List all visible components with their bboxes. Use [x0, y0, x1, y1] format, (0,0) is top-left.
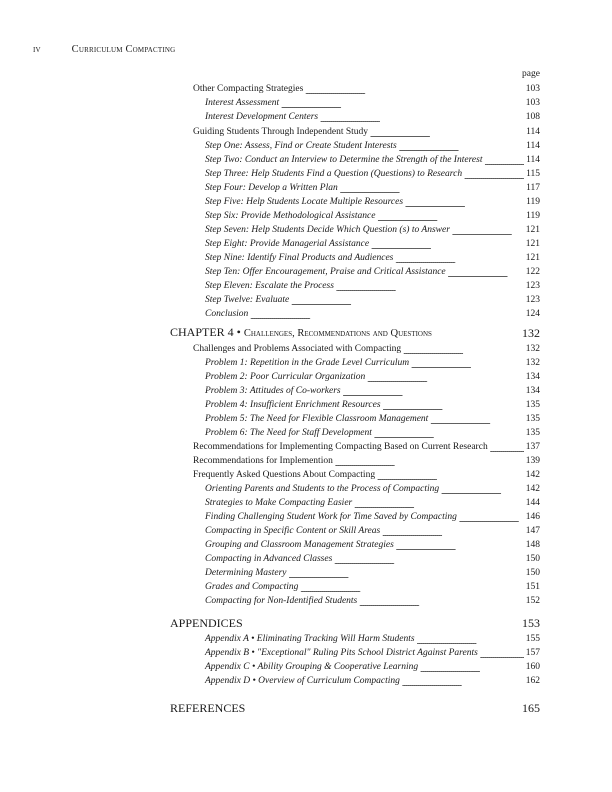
- toc-entry: [193, 454, 540, 467]
- toc-entry: [205, 594, 540, 607]
- toc-entry-page: 114: [526, 141, 540, 151]
- toc-entry-page: 121: [525, 253, 540, 263]
- toc-entry-title: Appendix C • Ability Grouping & Cooperative Learning: [205, 662, 419, 672]
- toc-entry-title: Step Eleven: Escalate the Process: [205, 281, 334, 291]
- toc-entry-page: 121: [525, 225, 540, 235]
- toc-entry-title: Interest Assessment: [205, 98, 280, 108]
- dot-leader: [399, 142, 524, 152]
- toc-entry-title: Appendix A • Eliminating Tracking Will Harm Students: [205, 634, 415, 644]
- dot-leader: [403, 345, 524, 355]
- toc-entry-page: 165: [522, 701, 540, 715]
- toc-entry: [205, 552, 540, 565]
- toc-entry-page: 119: [526, 211, 540, 221]
- toc-entry-title: Step Eight: Provide Managerial Assistance: [205, 239, 370, 249]
- toc-entry-page: 157: [525, 648, 540, 658]
- toc-entry-title: Strategies to Make Compacting Easier: [205, 498, 353, 508]
- dot-leader: [291, 296, 524, 306]
- dot-leader: [420, 663, 524, 673]
- toc-entry-title: REFERENCES: [170, 701, 246, 715]
- toc-entry-page: 150: [525, 554, 540, 564]
- toc-entry-page: 135: [525, 428, 540, 438]
- toc-entry: [205, 482, 540, 495]
- toc-entry-page: 134: [525, 386, 540, 396]
- toc-entry-title: Orienting Parents and Students to the Process of Compacting: [205, 484, 440, 494]
- toc-entry-page: 132: [525, 344, 540, 354]
- toc-section-entry: [170, 700, 540, 716]
- toc-entry-title: Finding Challenging Student Work for Time Saved by Compacting: [205, 512, 457, 522]
- toc-entry-page: 115: [526, 169, 540, 179]
- toc-entry-title: Problem 2: Poor Curricular Organization: [205, 372, 366, 382]
- toc-entry: [205, 496, 540, 509]
- toc-entry: [205, 110, 540, 123]
- toc-entry-title: Appendix D • Overview of Curriculum Compacting: [205, 676, 400, 686]
- toc-entry-title: Problem 3: Attitudes of Co-workers: [205, 386, 341, 396]
- dot-leader: [367, 373, 523, 383]
- toc-entry-title: Step Twelve: Evaluate: [205, 295, 290, 305]
- toc-entry: [205, 153, 540, 166]
- toc-entry: [193, 468, 540, 481]
- toc-entry-page: 142: [525, 484, 540, 494]
- dot-leader: [484, 156, 524, 166]
- toc-entry-title: [170, 325, 432, 341]
- dot-leader: [289, 569, 524, 579]
- toc-entry: [205, 139, 540, 152]
- toc-entry-title: Appendix B • "Exceptional" Ruling Pits School District Against Parents: [205, 648, 478, 658]
- dot-leader: [411, 359, 524, 369]
- toc-entry-title: Step Three: Help Students Find a Question (Questions) to Research: [205, 169, 463, 179]
- dot-leader: [452, 226, 524, 236]
- toc-entry-page: 114: [526, 155, 540, 165]
- dot-leader: [336, 282, 524, 292]
- toc-entry: [205, 674, 540, 687]
- toc-entry: [205, 412, 540, 425]
- toc-entry-title: Grouping and Classroom Management Strategies: [205, 540, 394, 550]
- toc-entry: [205, 293, 540, 306]
- toc-entry: [205, 646, 540, 659]
- dot-leader: [343, 387, 524, 397]
- toc-entry-page: 147: [525, 526, 540, 536]
- toc-entry: [205, 524, 540, 537]
- toc-entry-title: Step Four: Develop a Written Plan: [205, 183, 338, 193]
- toc-entry-page: 121: [525, 239, 540, 249]
- toc-entry: [205, 96, 540, 109]
- toc-entry: [205, 181, 540, 194]
- toc-entry-title: Compacting in Specific Content or Skill Areas: [205, 526, 381, 536]
- dot-leader: [374, 429, 524, 439]
- toc-entry-page: 152: [525, 596, 540, 606]
- toc-entry-title: Problem 6: The Need for Staff Development: [205, 428, 372, 438]
- toc-entry-title: Determining Mastery: [205, 568, 287, 578]
- toc-entry: [205, 307, 540, 320]
- dot-leader: [405, 198, 524, 208]
- running-head: [33, 44, 175, 55]
- dot-leader: [359, 597, 523, 607]
- toc-entry: [193, 125, 540, 138]
- toc-entry-page: 123: [525, 281, 540, 291]
- toc-entry: [205, 632, 540, 645]
- dot-leader: [480, 649, 524, 659]
- toc-entry-title: Challenges and Problems Associated with Compacting: [193, 344, 402, 354]
- page-column-label: page: [522, 69, 540, 79]
- chapter-number: CHAPTER 4 •: [170, 325, 244, 339]
- dot-leader: [245, 621, 520, 631]
- toc-entry: [205, 195, 540, 208]
- dot-leader: [402, 677, 524, 687]
- toc-entry-title: Step Nine: Identify Final Products and Audiences: [205, 253, 394, 263]
- dot-leader: [370, 128, 524, 138]
- toc-entry-page: 151: [525, 582, 540, 592]
- dot-leader: [490, 443, 524, 453]
- dot-leader: [448, 268, 524, 278]
- toc-entry-title: APPENDICES: [170, 616, 243, 630]
- toc-entry: [205, 660, 540, 673]
- dot-leader: [250, 310, 523, 320]
- toc-entry: [205, 370, 540, 383]
- dot-leader: [335, 457, 524, 467]
- toc-entry: [193, 82, 540, 95]
- dot-leader: [441, 485, 524, 495]
- dot-leader: [383, 401, 524, 411]
- chapter-title: Challenges, Recommendations and Questions: [243, 328, 432, 339]
- dot-leader: [434, 331, 520, 341]
- toc-entry-page: 108: [525, 112, 540, 122]
- toc-entry: [205, 279, 540, 292]
- toc-entry-page: 117: [526, 183, 540, 193]
- toc-entry-title: Compacting in Advanced Classes: [205, 554, 333, 564]
- dot-leader: [300, 583, 523, 593]
- toc-entry-page: 132: [525, 358, 540, 368]
- toc-entry-title: Step Six: Provide Methodological Assistance: [205, 211, 376, 221]
- toc-entry-page: 122: [525, 267, 540, 277]
- toc-entry: [205, 510, 540, 523]
- dot-leader: [417, 635, 524, 645]
- toc-entry-title: Conclusion: [205, 309, 249, 319]
- toc-entry: [205, 209, 540, 222]
- toc-entry: [205, 426, 540, 439]
- dot-leader: [305, 85, 523, 95]
- dot-leader: [247, 706, 520, 716]
- toc-entry-title: Step Two: Conduct an Interview to Determine the Strength of the Interest: [205, 155, 483, 165]
- dot-leader: [377, 471, 524, 481]
- dot-leader: [377, 212, 524, 222]
- toc-entry-title: Guiding Students Through Independent Study: [193, 127, 369, 137]
- dot-leader: [281, 99, 524, 109]
- toc-entry: [205, 223, 540, 236]
- toc-entry: [193, 440, 540, 453]
- toc-entry-title: Problem 4: Insufficient Enrichment Resources: [205, 400, 381, 410]
- dot-leader: [340, 184, 524, 194]
- toc-entry-page: 135: [525, 400, 540, 410]
- toc-section-entry: [170, 615, 540, 631]
- toc-entry: [193, 342, 540, 355]
- toc-entry-page: 139: [525, 456, 540, 466]
- toc-entry: [205, 538, 540, 551]
- toc-entry-title: Other Compacting Strategies: [193, 84, 304, 94]
- toc-entry: [205, 237, 540, 250]
- dot-leader: [430, 415, 523, 425]
- toc-entry-page: 150: [525, 568, 540, 578]
- dot-leader: [354, 499, 524, 509]
- toc-entry-page: 160: [525, 662, 540, 672]
- toc-entry-title: Step One: Assess, Find or Create Student Interests: [205, 141, 397, 151]
- toc-entry-title: Step Ten: Offer Encouragement, Praise and Critical Assistance: [205, 267, 446, 277]
- toc-entry-title: Grades and Compacting: [205, 582, 299, 592]
- toc-entry-title: Interest Development Centers: [205, 112, 319, 122]
- toc-chapter-entry: [170, 325, 540, 341]
- dot-leader: [334, 555, 523, 565]
- toc-entry-title: Step Five: Help Students Locate Multiple Resources: [205, 197, 404, 207]
- dot-leader: [395, 254, 523, 264]
- toc-entry-page: 134: [525, 372, 540, 382]
- toc-entry-page: 124: [525, 309, 540, 319]
- toc-entry-title: Frequently Asked Questions About Compacting: [193, 470, 376, 480]
- toc-entry-page: 137: [525, 442, 540, 452]
- toc-entry-page: 162: [525, 676, 540, 686]
- toc-entry: [205, 398, 540, 411]
- toc-entry: [205, 384, 540, 397]
- toc-entry: [205, 566, 540, 579]
- toc-entry-title: Recommendations for Implemention: [193, 456, 333, 466]
- toc-entry-page: 103: [525, 98, 540, 108]
- page-number: iv: [33, 44, 41, 55]
- toc-entry-title: Step Seven: Help Students Decide Which Question (s) to Answer: [205, 225, 450, 235]
- dot-leader: [371, 240, 524, 250]
- dot-leader: [459, 513, 524, 523]
- toc-entry-page: 123: [525, 295, 540, 305]
- dot-leader: [382, 527, 524, 537]
- toc-entry-page: 103: [525, 84, 540, 94]
- toc-entry: [205, 356, 540, 369]
- toc-entry-page: 144: [525, 498, 540, 508]
- dot-leader: [320, 113, 524, 123]
- toc-entry-title: Compacting for Non-Identified Students: [205, 596, 358, 606]
- dot-leader: [464, 170, 524, 180]
- dot-leader: [396, 541, 524, 551]
- toc-entry-title: Recommendations for Implementing Compacting Based on Current Research: [193, 442, 488, 452]
- toc-entry-page: 146: [525, 512, 540, 522]
- toc-entry-page: 135: [525, 414, 540, 424]
- book-title: Curriculum Compacting: [71, 44, 176, 55]
- toc-entry-page: 114: [526, 127, 540, 137]
- toc-entry: [205, 265, 540, 278]
- toc-entry-page: 148: [525, 540, 540, 550]
- toc-entry-title: Problem 5: The Need for Flexible Classroom Management: [205, 414, 429, 424]
- toc-entry: [205, 167, 540, 180]
- toc-entry-page: 119: [526, 197, 540, 207]
- toc-entry-page: 142: [525, 470, 540, 480]
- toc-entry-page: 132: [522, 326, 540, 340]
- toc-entry-page: 155: [525, 634, 540, 644]
- toc-entry-page: 153: [522, 616, 540, 630]
- toc-entry: [205, 580, 540, 593]
- toc-entry: [205, 251, 540, 264]
- toc-entry-title: Problem 1: Repetition in the Grade Level Curriculum: [205, 358, 410, 368]
